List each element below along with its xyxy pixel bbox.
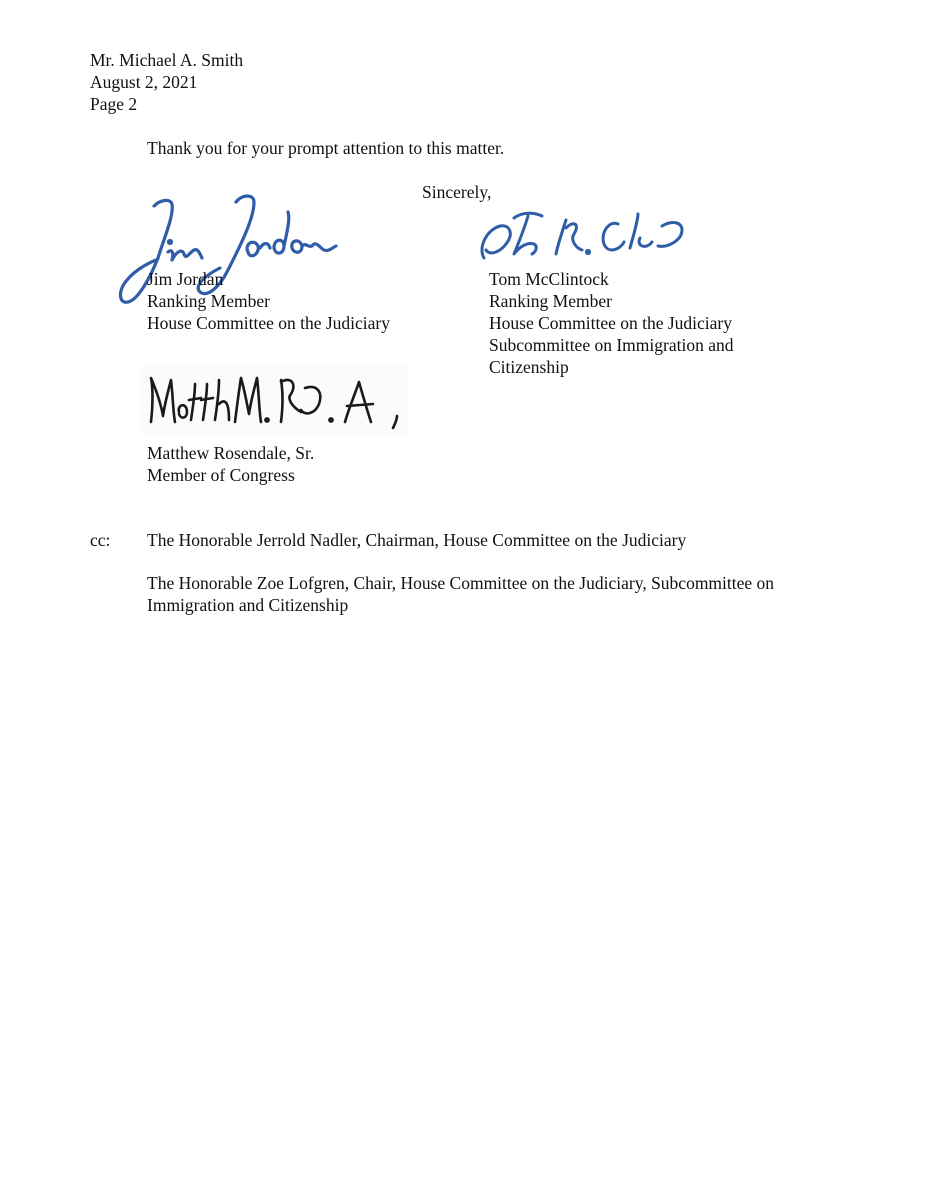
signatory-org: House Committee on the Judiciary — [147, 313, 391, 333]
signatory-org: House Committee on the Judiciary — [489, 313, 733, 333]
letter-date: August 2, 2021 — [90, 72, 198, 92]
page-number: Page 2 — [90, 94, 138, 114]
cc-label: cc: — [90, 530, 111, 550]
salutation: Sincerely, — [422, 182, 492, 202]
cc-recipient: The Honorable Jerrold Nadler, Chairman, House Committee on the Judiciary — [147, 530, 687, 550]
jordan-signature-block — [147, 268, 390, 334]
recipient-name: Mr. Michael A. Smith — [90, 50, 244, 70]
rosendale-signature — [141, 366, 407, 436]
signatory-org3: Citizenship — [489, 357, 569, 377]
signatory-title: Ranking Member — [489, 291, 612, 311]
signatory-title: Member of Congress — [147, 465, 295, 485]
signatory-name: Matthew Rosendale, Sr. — [147, 443, 315, 463]
letter-header — [90, 49, 243, 115]
mcclintock-signature-block — [489, 268, 733, 378]
signatory-title: Ranking Member — [147, 291, 270, 311]
signatory-name: Tom McClintock — [489, 269, 609, 289]
signatory-org2: Subcommittee on Immigration and — [489, 335, 734, 355]
signatory-name: Jim Jordan — [147, 269, 224, 289]
rosendale-signature-block — [147, 442, 314, 486]
mcclintock-signature — [470, 198, 700, 270]
closing-text: Thank you for your prompt attention to this matter. — [147, 138, 505, 158]
cc-recipient: The Honorable Zoe Lofgren, Chair, House Committee on the Judiciary, Subcommittee on Immigration and Citizenship — [147, 573, 775, 615]
